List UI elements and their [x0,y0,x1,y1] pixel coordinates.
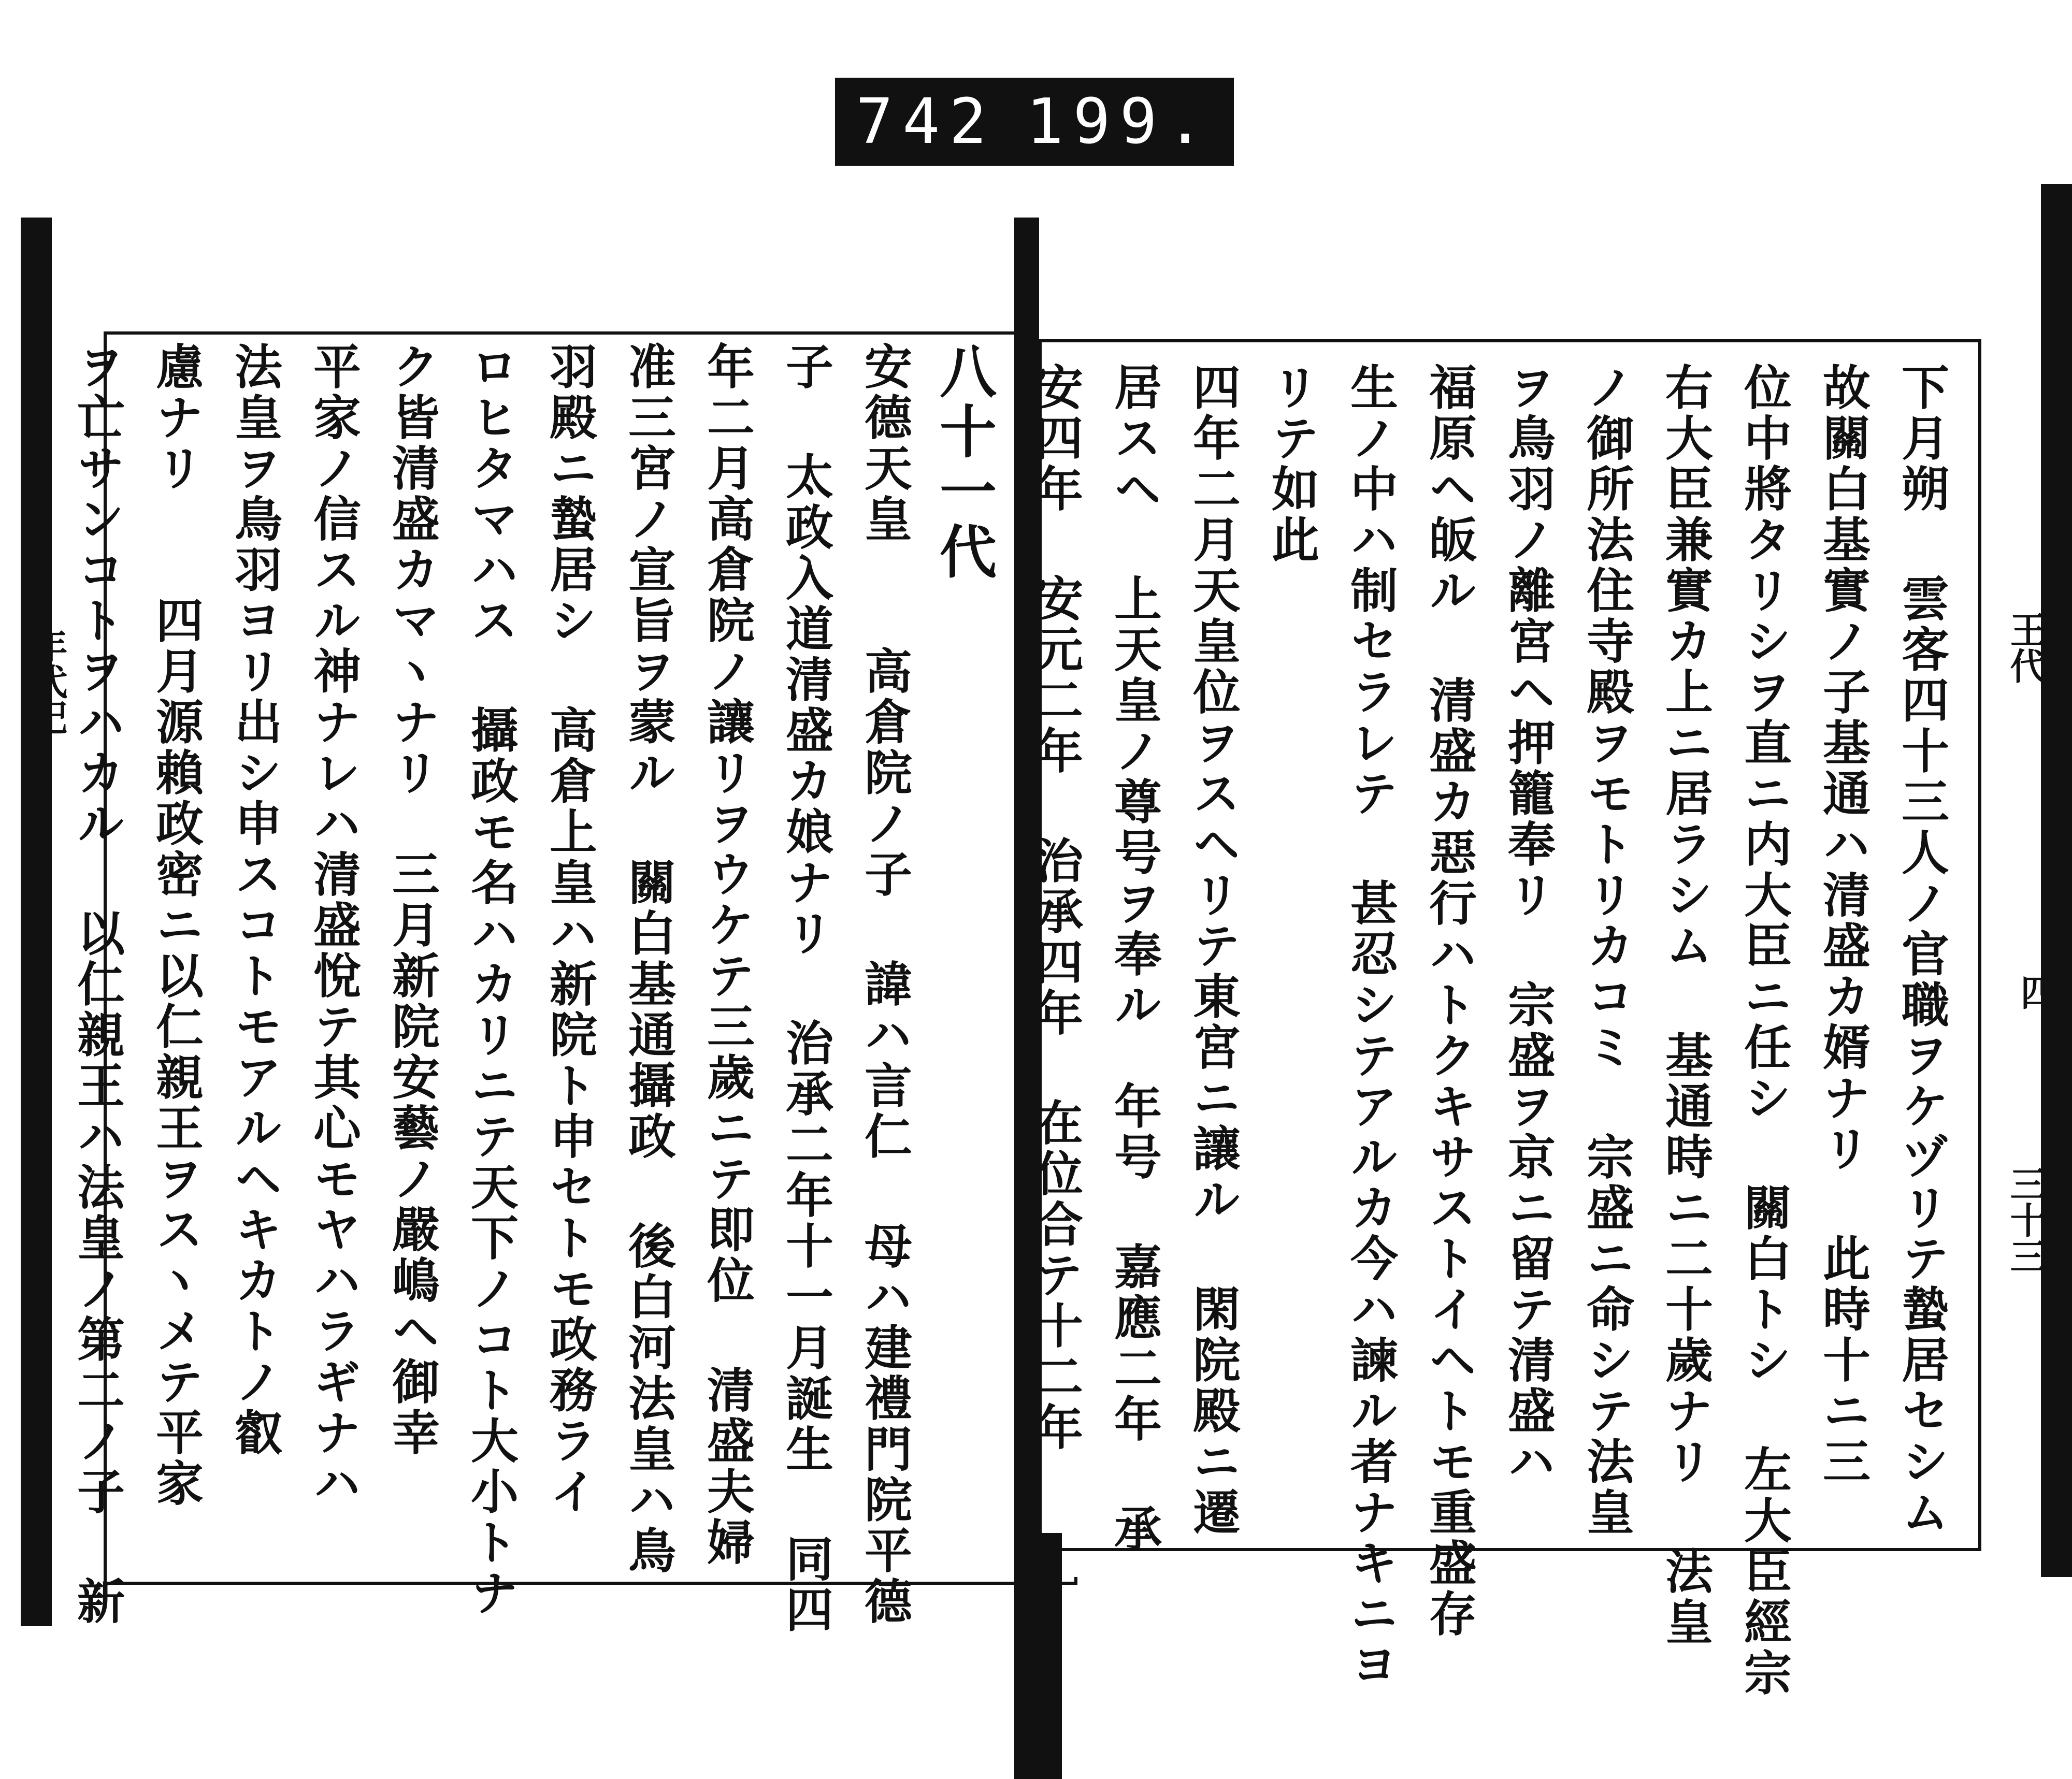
text-column: 安四年 安元二年 治承四年 在位合テ十二年 [1028,363,1084,1453]
text-column: リテ如此 [1264,363,1320,566]
left-text-columns [67,342,1000,1636]
text-column: 四年二月天皇位ヲスヘリテ東宮ニ讓ル 閑院殿ニ遷 [1185,363,1241,1538]
text-column: ク皆清盛カマヽナリ 三月新院安藝ノ嚴嶋ヘ御幸 [384,342,440,1458]
text-column: 子 太政入道清盛カ娘ナリ 治承二年十一月誕生 同四 [778,342,834,1636]
text-column: 位中將タリシヲ直ニ内大臣ニ任シ 關白トシ 左大臣經宗 [1736,363,1792,1699]
right-margin-title: 王代 [2004,611,2047,684]
left-margin-title: 年代記 [25,627,68,735]
text-column: 下月朔 雲客四十三人ノ官職ヲケヅリテ蟄居セシム [1894,363,1950,1538]
catalog-number-right: 199. [1026,85,1213,158]
catalog-label [835,78,1234,166]
text-column: 慮ナリ 四月源賴政密ニ以仁親王ヲスヽメテ平家 [148,342,204,1509]
right-page-number: 三十三 [2004,1165,2047,1274]
right-side-mark: 四 [2015,974,2057,1010]
text-column: 福原ヘ皈ル 清盛カ惡行ハトクキサストイヘトモ重盛存 [1421,363,1477,1640]
text-column: 安德天皇 高倉院ノ子 諱ハ言仁 母ハ建禮門院平德 [857,342,913,1627]
text-column: ヲ鳥羽ノ離宮ヘ押籠奉リ 宗盛ヲ京ニ留テ清盛ハ [1500,363,1556,1487]
text-column: 生ノ中ハ制セラレテ 甚忍シテアルカ今ハ諫ル者ナキニヨ [1343,363,1399,1690]
catalog-number-left: 742 [856,85,996,158]
text-column: 八十一代 [930,342,997,582]
text-column: 故關白基實ノ子基通ハ清盛カ婿ナリ 此時十ニ三 [1815,363,1871,1487]
text-column: 平家ノ信スル神ナレハ清盛悅テ其心モヤハラギナハ [306,342,362,1509]
text-column: ノ御所法住寺殿ヲモトリカコミ 宗盛ニ命シテ法皇 [1579,363,1635,1538]
text-column: ロヒタマハス 攝政モ名ハカリニテ天下ノコト大小トナ [463,342,519,1619]
text-column: 右大臣兼實カ上ニ居ラシム 基通時ニ二十歲ナリ 法皇 [1658,363,1714,1648]
text-column: 年二月高倉院ノ讓リヲウケテ三歲ニテ即位 清盛夫婦 [699,342,755,1568]
right-text-columns [1028,363,1958,1699]
text-column: 羽殿ニ蟄居シ 高倉上皇ハ新院ト申セトモ政務ライ [542,342,598,1517]
text-column: ヲ亡サンコトヲハカル 以仁親王ハ法皇ノ第二ノ子 新 [69,342,125,1627]
text-column: 居スヘ 上天皇ノ尊号ヲ奉ル 年号 嘉應二年 承 [1106,363,1162,1555]
text-column: 准三宮ノ宣旨ヲ蒙ル 關白基通攝政 後白河法皇ハ鳥 [621,342,677,1576]
text-column: 法皇ヲ鳥羽ヨリ出シ申スコトモアルヘキカトノ叡 [227,342,283,1458]
